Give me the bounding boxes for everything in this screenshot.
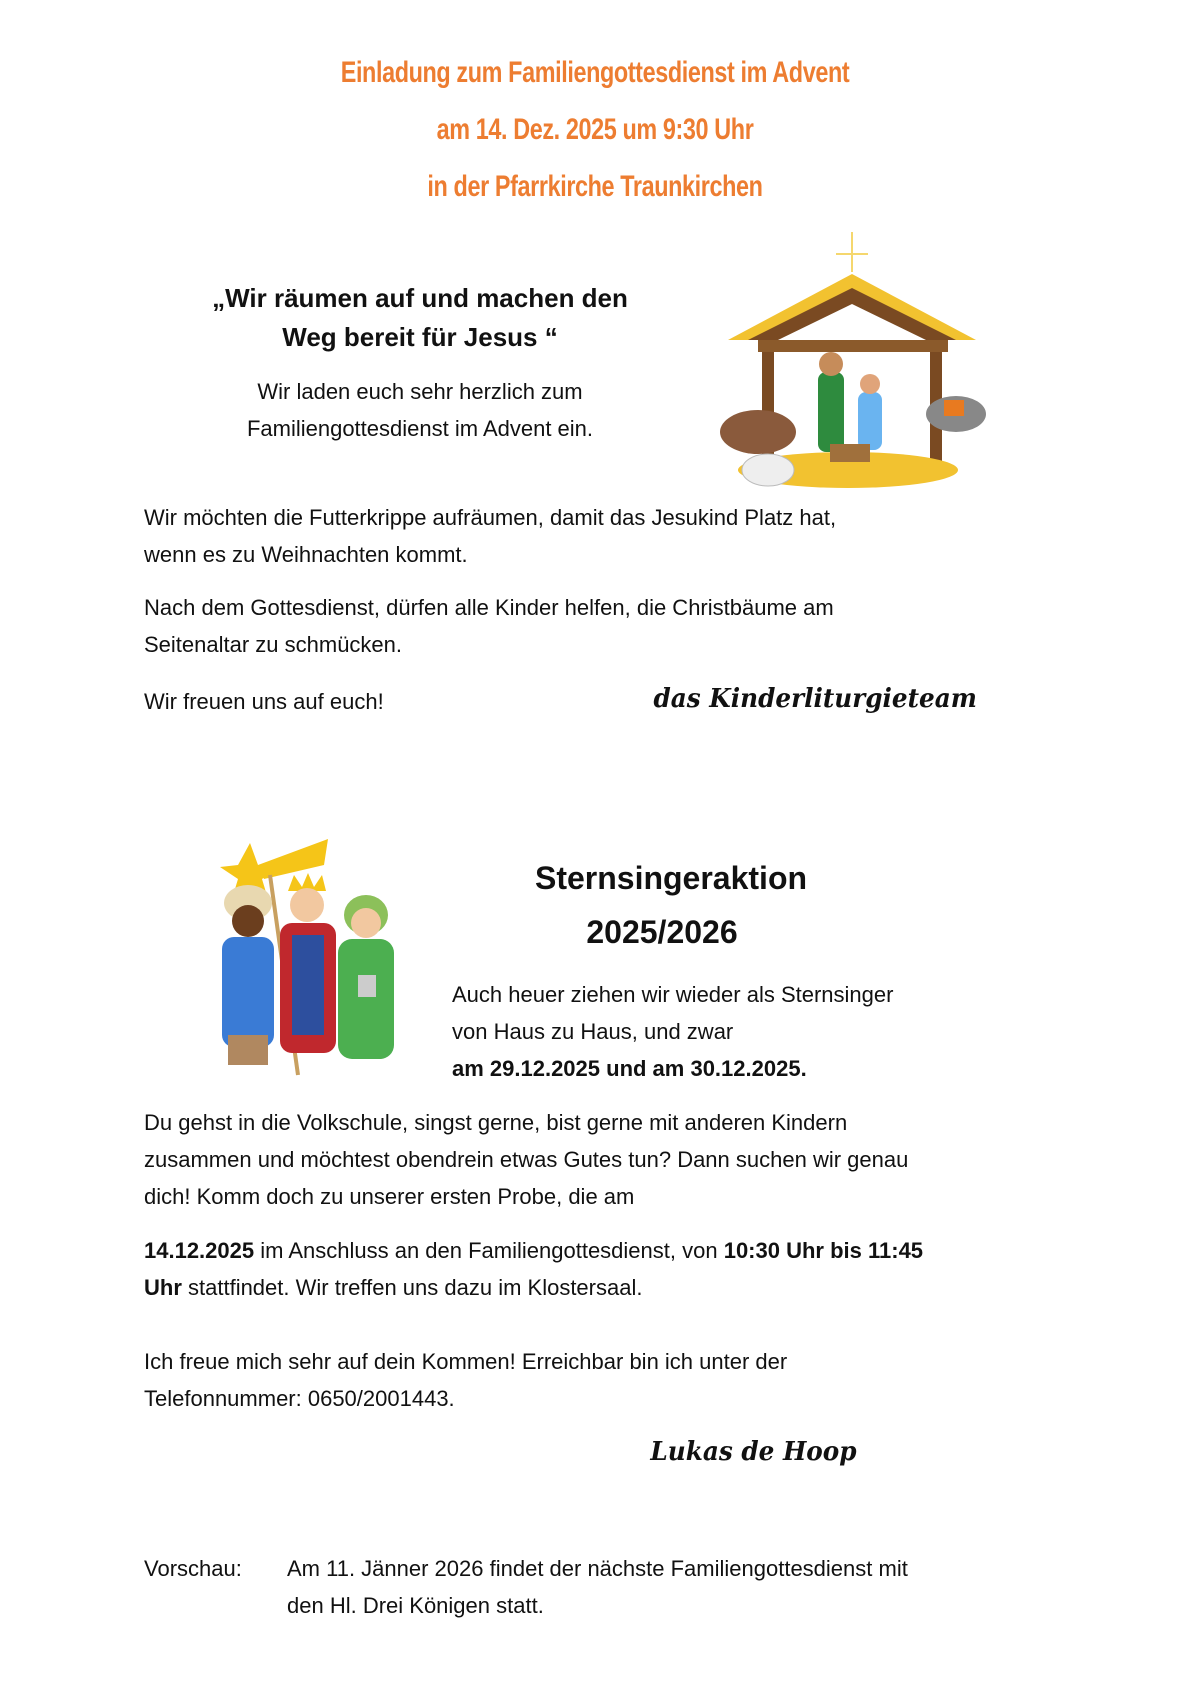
advent-closing: Wir freuen uns auf euch! [144, 689, 384, 714]
contact-line-1: Ich freue mich sehr auf dein Kommen! Erreichbar bin ich unter der [144, 1349, 788, 1374]
probe-time: 10:30 Uhr bis 11:45 [723, 1238, 924, 1263]
sternsinger-paragraph-line-3: dich! Komm doch zu unserer ersten Probe, die am [144, 1184, 635, 1209]
title-line-3: in der Pfarrkirche Traunkirchen [427, 170, 763, 203]
probe-line-1 [144, 1238, 923, 1264]
preview-line-1: Am 11. Jänner 2026 findet der nächste Familiengottesdienst mit [287, 1556, 908, 1581]
three-kings-image [208, 835, 412, 1083]
sternsinger-paragraph-line-1: Du gehst in die Volkschule, singst gerne, bist gerne mit anderen Kindern [144, 1110, 848, 1135]
preview-label: Vorschau: [144, 1556, 242, 1581]
probe-line-2 [144, 1275, 642, 1301]
invite-line-2: Familiengottesdienst im Advent ein. [246, 416, 594, 441]
sternsinger-title-line-1: Sternsingeraktion [534, 860, 808, 896]
motto-line-2: Weg bereit für Jesus “ [282, 322, 558, 352]
probe-date: 14.12.2025 [144, 1238, 255, 1263]
invite-line-1: Wir laden euch sehr herzlich zum [257, 379, 583, 404]
title-line-2: am 14. Dez. 2025 um 9:30 Uhr [436, 113, 754, 146]
sternsinger-intro-line-1: Auch heuer ziehen wir wieder als Sternsinger [452, 982, 894, 1007]
sternsinger-dates: am 29.12.2025 und am 30.12.2025. [452, 1056, 807, 1081]
sternsinger-title-line-2: 2025/2026 [586, 914, 738, 950]
advent-paragraph-1-line-1: Wir möchten die Futterkrippe aufräumen, damit das Jesukind Platz hat, [144, 505, 837, 530]
sternsinger-signature: Lukas de Hoop [650, 1437, 857, 1467]
title-line-1: Einladung zum Familiengottesdienst im Advent [340, 56, 850, 89]
nativity-scene-image [718, 232, 1008, 494]
probe-text: im Anschluss an den Familiengottesdienst, von [254, 1238, 724, 1263]
advent-signature: das Kinderliturgieteam [653, 684, 977, 714]
advent-paragraph-2-line-1: Nach dem Gottesdienst, dürfen alle Kinder helfen, die Christbäume am [144, 595, 834, 620]
motto-line-1: „Wir räumen auf und machen den [212, 283, 628, 313]
advent-paragraph-2-line-2: Seitenaltar zu schmücken. [144, 632, 403, 657]
advent-paragraph-1-line-2: wenn es zu Weihnachten kommt. [144, 542, 468, 567]
sternsinger-intro-line-2: von Haus zu Haus, und zwar [452, 1019, 734, 1044]
preview-line-2: den Hl. Drei Königen statt. [287, 1593, 544, 1618]
sternsinger-paragraph-line-2: zusammen und möchtest obendrein etwas Gutes tun? Dann suchen wir genau [144, 1147, 909, 1172]
probe-location: stattfindet. Wir treffen uns dazu im Klostersaal. [181, 1275, 643, 1300]
contact-phone: Telefonnummer: 0650/2001443. [144, 1386, 455, 1411]
probe-time-end: Uhr [144, 1275, 182, 1300]
